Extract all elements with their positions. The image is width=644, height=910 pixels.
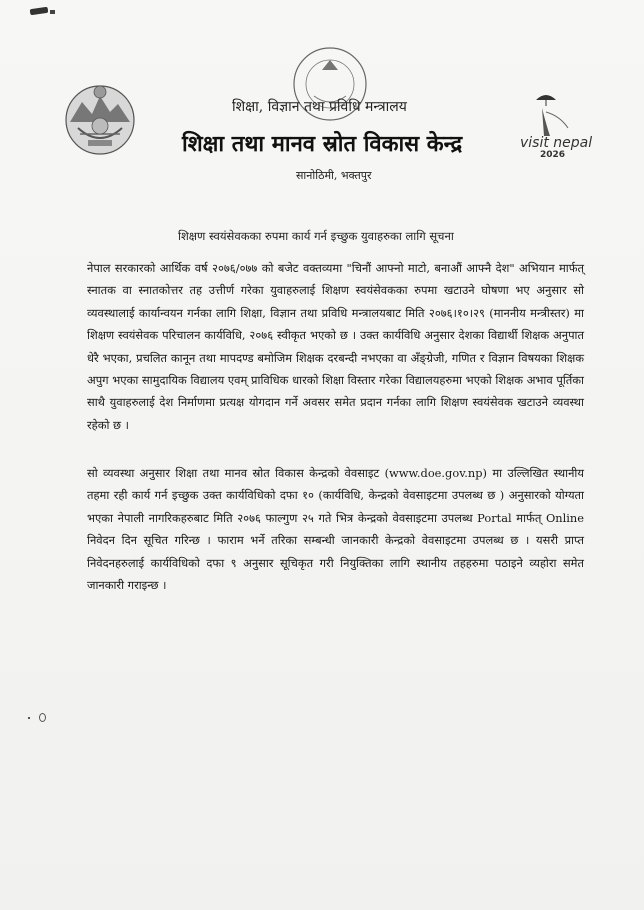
notice-paragraph-2: सो व्यवस्था अनुसार शिक्षा तथा मानव स्रोत विकास केन्द्रको वेवसाइट (www.doe.gov.np) मा उल्लिखित स्थानीय तहमा रही कार्य गर्न इच्छुक उक्त कार्यविधिको दफा १० (कार्यविधि, केन्द्रको वेवसाइटमा उपलब्ध छ ) अनुसारको योग्यता भएका नेपाली नागरिकहरुबाट मिति २०७६ फाल्गुण २५ गते भित्र केन्द्रको वेवसाइटमा उपलब्ध Portal मार्फत् Online निवेदन दिन सूचित गरिन्छ । फाराम भर्ने तरिका सम्बन्धी जानकारी केन्द्रको वेवसाइटमा उपलब्ध छ । यसरी प्राप्त निवेदनहरुलाई कार्यविधिको दफा ९ अनुसार सूचिकृत गरी नियुक्तिका लागि स्थानीय तहहरुमा पठाइने व्यहोरा समेत जानकारी गराइन्छ । bbox=[87, 466, 584, 593]
notice-title: शिक्षण स्वयंसेवकका रुपमा कार्य गर्न इच्छुक युवाहरुका लागि सूचना bbox=[178, 229, 454, 243]
scan-mark bbox=[30, 7, 49, 15]
visit-nepal-year: 2026 bbox=[540, 150, 566, 160]
nepal-emblem-icon bbox=[60, 78, 140, 158]
office-location: सानोठिमी, भक्तपुर bbox=[296, 169, 372, 182]
scan-mark bbox=[28, 717, 30, 719]
scan-mark bbox=[50, 10, 55, 14]
visit-nepal-text: visit nepal bbox=[520, 135, 593, 151]
notice-paragraph-1: नेपाल सरकारको आर्थिक वर्ष २०७६/०७७ को बजेट वक्तव्यमा "चिनौं आफ्नो माटो, बनाऔं आफ्नै देश" अभियान मार्फत् स्नातक वा स्नातकोत्तर तह उत्तीर्ण गरेका युवाहरुलाई शिक्षण स्वयंसेवकका रुपमा खटाउने घोषणा भए अनुसार सो व्यवस्थालाई कार्यान्वयन गर्नका लागि शिक्षा, विज्ञान तथा प्रविधि मन्त्रालयबाट मिति २०७६।१०।२९ (माननीय मन्त्रीस्तर) मा शिक्षण स्वयंसेवक परिचालन कार्यविधि, २०७६ स्वीकृत भएको छ । उक्त कार्यविधि अनुसार देशका विद्यार्थी शिक्षक अनुपात धेरै भएका, प्रचलित कानून तथा मापदण्ड बमोजिम शिक्षक दरबन्दी नभएका वा अँङ्ग्रेजी, गणित र विज्ञान विषयका शिक्षक अपुग भएका सामुदायिक विद्यालय एवम् प्राविधिक धारको शिक्षा विस्तार गरेका विद्यालयहरुमा भएको शिक्षक अभाव पूर्तिका साथै युवाहरुलाई देश निर्माणमा प्रत्यक्ष योगदान गर्ने अवसर समेत प्रदान गर्नका लागि शिक्षण स्वयंसेवक खटाउने व्यवस्था रहेको छ । bbox=[87, 261, 584, 432]
center-title: शिक्षा तथा मानव स्रोत विकास केन्द्र bbox=[182, 131, 463, 157]
scan-mark bbox=[39, 713, 46, 722]
ministry-name: शिक्षा, विज्ञान तथा प्रविधि मन्त्रालय bbox=[232, 99, 407, 115]
